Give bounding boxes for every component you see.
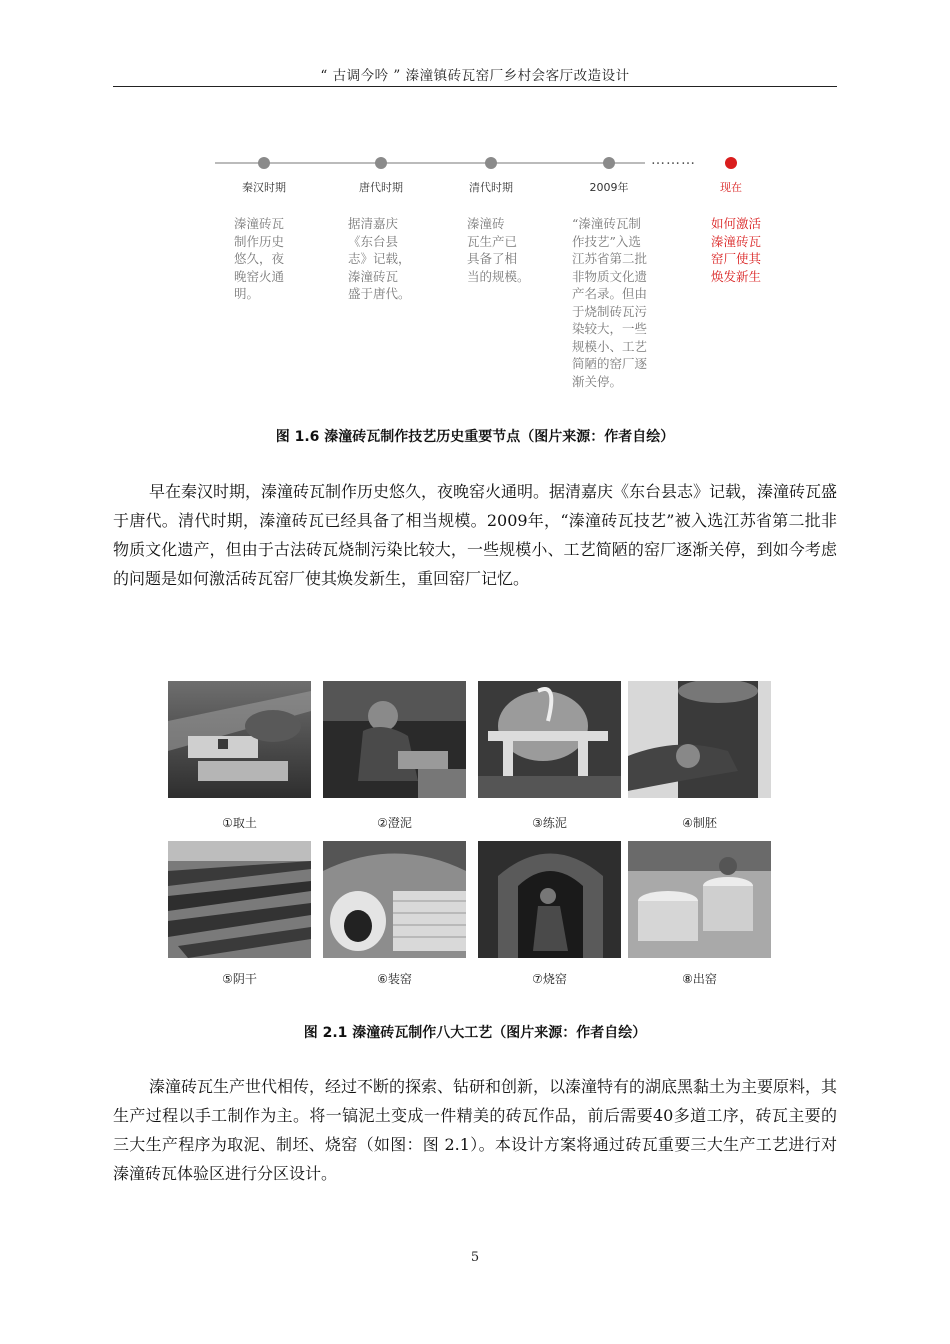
process-label: ②澄泥 (377, 816, 412, 830)
desc-line: 制作历史 (234, 233, 285, 249)
desc-line: 江苏省第二批 (572, 251, 648, 266)
timeline-label-now: 现在 (720, 181, 742, 194)
desc-line: 渐关停。 (572, 373, 623, 389)
desc-line: 染较大，一些 (572, 321, 648, 336)
photo-zhipei (628, 681, 771, 798)
desc-line: 产名录。但由 (572, 286, 648, 301)
timeline-node-tang (375, 157, 387, 169)
history-timeline (215, 152, 775, 392)
photo-shaoyao (478, 841, 621, 958)
timeline-node-now (725, 157, 737, 169)
desc-line: 志》记载， (348, 251, 411, 266)
desc-line: 盛于唐代。 (348, 286, 411, 301)
figure-2-1-caption: 图 2.1 溱潼砖瓦制作八大工艺（图片来源：作者自绘） (303, 1025, 647, 1041)
timeline-node-qinhan (258, 157, 270, 169)
photo-qutu (168, 681, 311, 798)
desc-line: 窑厂使其 (711, 251, 762, 266)
desc-line: 瓦生产已 (467, 233, 518, 249)
desc-line: 据清嘉庆 (348, 216, 399, 231)
paragraph-history (113, 477, 837, 593)
timeline-desc-qing (467, 215, 530, 285)
desc-line: 《东台县 (348, 233, 399, 249)
desc-line: 溱潼砖瓦 (348, 268, 399, 284)
timeline-line (215, 162, 645, 164)
timeline-node-2009 (603, 157, 615, 169)
timeline-desc-2009 (572, 215, 647, 390)
process-label: ⑧出窑 (682, 972, 717, 986)
desc-line: 于烧制砖瓦污 (572, 303, 648, 319)
header-rule (113, 86, 837, 87)
process-label: ④制胚 (682, 816, 717, 830)
desc-line: 当的规模。 (467, 268, 530, 284)
photo-chuyao (628, 841, 771, 958)
desc-line: 溱潼砖 (467, 216, 505, 231)
timeline-node-qing (485, 157, 497, 169)
desc-line: 溱潼砖瓦 (711, 233, 762, 249)
process-label: ①取土 (222, 816, 257, 830)
desc-line: 具备了相 (467, 251, 518, 266)
desc-line: 悠久，夜 (234, 251, 285, 266)
paragraph-text: 溱潼砖瓦生产世代相传，经过不断的探索、钻研和创新，以溱潼特有的湖底黑黏土为主要原料，其生产过程以手工制作为主。将一镐泥土变成一件精美的砖瓦作品，前后需要40多道工序，砖瓦主要的三大生产程序为取泥、制坯、烧窑（如图：图 2.1）。本设计方案将通过砖瓦重要三大生产工艺进行对溱潼砖瓦体验区进行分区设计。 (113, 1077, 838, 1183)
timeline-label: 秦汉时期 (242, 181, 286, 194)
paragraph-text: 早在秦汉时期，溱潼砖瓦制作历史悠久，夜晚窑火通明。据清嘉庆《东台县志》记载，溱潼砖瓦盛于唐代。清代时期，溱潼砖瓦已经具备了相当规模。2009年，“溱潼砖瓦技艺”被入选江苏省第二批非物质文化遗产，但由于古法砖瓦烧制污染比较大，一些规模小、工艺简陋的窑厂逐渐关停，到如今考虑的问题是如何激活砖瓦窑厂使其焕发新生，重回窑厂记忆。 (113, 482, 838, 588)
photo-lianni (478, 681, 621, 798)
timeline-label: 唐代时期 (359, 181, 403, 194)
timeline-desc-tang (348, 215, 411, 303)
timeline-ellipsis: ……… (651, 152, 696, 168)
figure-1-6-caption: 图 1.6 溱潼砖瓦制作技艺历史重要节点（图片来源：作者自绘） (275, 429, 675, 445)
photo-zhuangyao (323, 841, 466, 958)
photo-yingan (168, 841, 311, 958)
desc-line: “溱潼砖瓦制 (572, 216, 641, 231)
desc-line: 简陋的窑厂逐 (572, 356, 648, 371)
desc-line: 非物质文化遗 (572, 268, 648, 284)
photo-chengni (323, 681, 466, 798)
desc-line: 晚窑火通 (234, 268, 285, 284)
timeline-label: 2009年 (589, 181, 629, 194)
page-number: 5 (470, 1250, 480, 1265)
timeline-label: 清代时期 (469, 181, 513, 194)
desc-line: 规模小、工艺 (572, 338, 648, 354)
timeline-desc-now (711, 215, 761, 285)
process-label: ③练泥 (532, 816, 567, 830)
running-header: “ 古调今吟 ” 溱潼镇砖瓦窑厂乡村会客厅改造设计 (320, 68, 630, 84)
process-label: ⑤阴干 (222, 972, 257, 986)
paragraph-process (113, 1072, 837, 1188)
desc-line: 如何激活 (711, 216, 762, 231)
process-label: ⑥装窑 (377, 972, 412, 986)
timeline-desc-qinhan (234, 215, 284, 303)
desc-line: 焕发新生 (711, 268, 762, 284)
desc-line: 溱潼砖瓦 (234, 216, 285, 231)
process-label: ⑦烧窑 (532, 972, 567, 986)
desc-line: 明。 (234, 286, 260, 301)
desc-line: 作技艺”入选 (572, 233, 641, 249)
